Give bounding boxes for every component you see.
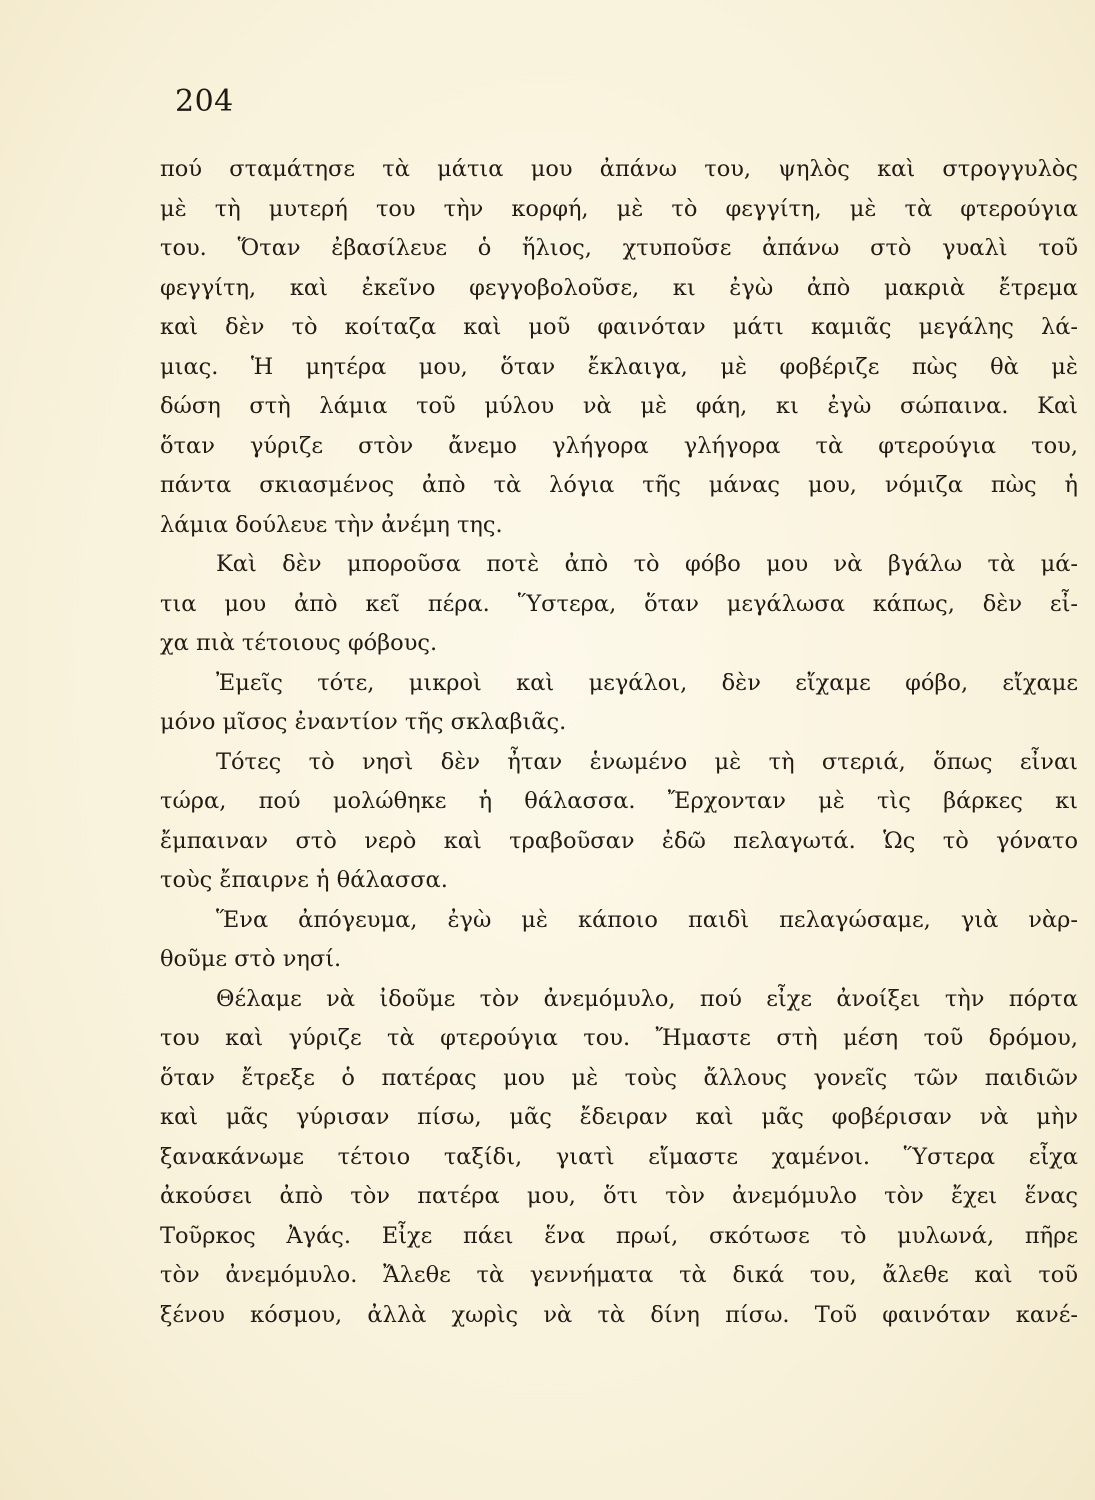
text-line: δώση στὴ λάμια τοῦ μύλου νὰ μὲ φάη, κι ἐγὼ σώπαινα. Καὶ [160,393,1078,419]
text-line: θοῦμε στὸ νησί. [160,946,342,972]
text-line: του. Ὅταν ἐβασίλευε ὁ ἥλιος, χτυποῦσε ἀπάνω στὸ γυαλὶ τοῦ [160,235,1078,261]
text-line: τοὺς ἔπαιρνε ἡ θάλασσα. [160,867,448,893]
text-line: μόνο μῖσος ἐναντίον τῆς σκλαβιᾶς. [160,709,567,735]
text-line: μιας. Ἡ μητέρα μου, ὅταν ἔκλαιγα, μὲ φοβέριζε πὼς θὰ μὲ [160,353,1078,380]
text-line: τὸν ἀνεμόμυλο. Ἄλεθε τὰ γεννήματα τὰ δικά του, ἄλεθε καὶ τοῦ [160,1262,1078,1288]
text-line: μὲ τὴ μυτερή του τὴν κορφή, μὲ τὸ φεγγίτη, μὲ τὰ φτερούγια [160,195,1078,222]
text-line: Καὶ δὲν μποροῦσα ποτὲ ἀπὸ τὸ φόβο μου νὰ βγάλω τὰ μά- [216,551,1078,577]
text-line: Ἐμεῖς τότε, μικροὶ καὶ μεγάλοι, δὲν εἴχαμε φόβο, εἴχαμε [216,669,1078,696]
text-line: ὅταν ἔτρεξε ὁ πατέρας μου μὲ τοὺς ἄλλους γονεῖς τῶν παιδιῶν [160,1064,1078,1091]
text-line: Ἕνα ἀπόγευμα, ἐγὼ μὲ κάποιο παιδὶ πελαγώσαμε, γιὰ νὰρ- [216,906,1078,933]
text-line: τώρα, πού μολώθηκε ἡ θάλασσα. Ἔρχονταν μὲ τὶς βάρκες κι [160,788,1078,814]
text-line: φεγγίτη, καὶ ἐκεῖνο φεγγοβολοῦσε, κι ἐγὼ ἀπὸ μακριὰ ἔτρεμα [160,274,1078,301]
text-line: ξένου κόσμου, ἀλλὰ χωρὶς νὰ τὰ δίνη πίσω. Τοῦ φαινόταν κανέ- [160,1301,1078,1328]
text-line: Θέλαμε νὰ ἰδοῦμε τὸν ἀνεμόμυλο, πού εἶχε ἀνοίξει τὴν πόρτα [216,985,1078,1012]
text-line: Τότες τὸ νησὶ δὲν ἦταν ἑνωμένο μὲ τὴ στεριά, ὅπως εἶναι [216,748,1078,775]
text-line: ἔμπαιναν στὸ νερὸ καὶ τραβοῦσαν ἐδῶ πελαγωτά. Ὡς τὸ γόνατο [160,827,1078,854]
text-line: καὶ δὲν τὸ κοίταζα καὶ μοῦ φαινόταν μάτι καμιᾶς μεγάλης λά- [160,314,1078,340]
page-number: 204 [175,84,234,119]
text-line: πάντα σκιασμένος ἀπὸ τὰ λόγια τῆς μάνας μου, νόμιζα πὼς ἡ [160,472,1078,498]
text-line: λάμια δούλευε τὴν ἀνέμη της. [160,511,503,538]
text-line: καὶ μᾶς γύρισαν πίσω, μᾶς ἔδειραν καὶ μᾶς φοβέρισαν νὰ μὴν [160,1104,1078,1130]
text-line: ξανακάνωμε τέτοιο ταξίδι, γιατὶ εἴμαστε χαμένοι. Ὕστερα εἶχα [160,1143,1078,1170]
text-line: Τοῦρκος Ἀγάς. Εἶχε πάει ἕνα πρωί, σκότωσε τὸ μυλωνά, πῆρε [160,1222,1078,1249]
text-line: χα πιὰ τέτοιους φόβους. [160,630,438,656]
text-line: ἀκούσει ἀπὸ τὸν πατέρα μου, ὅτι τὸν ἀνεμόμυλο τὸν ἔχει ἕνας [160,1183,1078,1209]
text-line: ὅταν γύριζε στὸν ἄνεμο γλήγορα γλήγορα τὰ φτερούγια του, [160,432,1078,459]
text-line: πού σταμάτησε τὰ μάτια μου ἀπάνω του, ψηλὸς καὶ στρογγυλὸς [160,156,1078,182]
body-text [160,150,1078,1335]
text-line: του καὶ γύριζε τὰ φτερούγια του. Ἤμαστε στὴ μέση τοῦ δρόμου, [160,1025,1078,1051]
text-line: τια μου ἀπὸ κεῖ πέρα. Ὕστερα, ὅταν μεγάλωσα κάπως, δὲν εἶ- [160,590,1078,617]
